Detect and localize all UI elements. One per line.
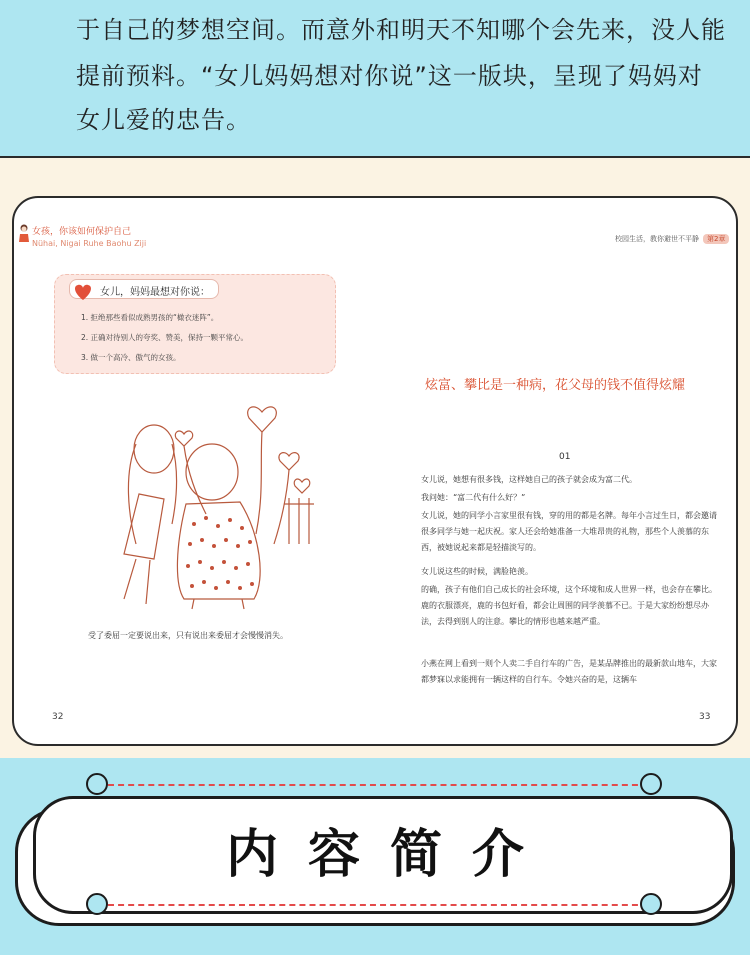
girl-icon [18, 224, 30, 244]
paragraph: 的确，孩子有他们自己成长的社会环境，这个环境和成人世界一样，也会存在攀比。鹿的衣服漂亮，鹿的书包好看，都会让周围的同学羡慕不已。于是大家纷纷想尽办法，去得到别人的注意。攀比的情形也越来越严重。 [421, 585, 717, 626]
decorative-dot [640, 893, 662, 915]
advice-item: 2. 正确对待别人的夸奖、赞美，保持一颗平常心。 [81, 333, 249, 342]
paragraph: 小燕在网上看到一则个人卖二手自行车的广告，是某品牌推出的最新款山地车，大家都梦寐以求能拥有一辆这样的自行车。令她兴奋的是，这辆车 [421, 659, 717, 684]
mom-advice-title-bar [69, 279, 219, 299]
intro-line-2: 提前预料。“女儿妈妈想对你说”这一版块，呈现了妈妈对 [76, 62, 703, 90]
heart-icon [72, 282, 94, 302]
advice-item: 1. 拒绝那些看似成熟男孩的“橄衣迷阵”。 [81, 313, 219, 322]
dashed-divider-bottom [108, 904, 648, 906]
article-title: 炫富、攀比是一种病，花父母的钱不值得炫耀 [425, 378, 686, 393]
book-title-pinyin: Nühai, Nigai Ruhe Baohu Ziji [32, 239, 147, 248]
decorative-dot [640, 773, 662, 795]
mom-advice-list [81, 308, 248, 368]
intro-band [0, 0, 750, 158]
left-page [14, 198, 377, 744]
book-title: 女孩，你该如何保护自己 [32, 227, 132, 237]
mom-advice-box [54, 274, 336, 374]
decorative-dot [86, 893, 108, 915]
chapter-label: 第2章 [703, 234, 729, 244]
paragraph: 女儿说，她的同学小言家里很有钱，穿的用的都是名牌。每年小言过生日，都会邀请很多同学与她一起庆祝。家人还会给她准备一大堆昂贵的礼物，那些个人羡慕的东西，被她说起来都是轻描淡写的。 [421, 511, 717, 552]
advice-item: 3. 做一个高冷、傲气的女孩。 [81, 353, 181, 362]
book-spread-preview [12, 196, 738, 746]
page-number-left: 32 [52, 712, 64, 722]
right-page-header [615, 234, 729, 244]
right-page [377, 198, 738, 744]
mom-advice-title: 女儿，妈妈最想对你说： [100, 287, 210, 298]
left-page-header [32, 226, 146, 250]
section-heading: 内容简介 [225, 825, 554, 885]
dashed-divider-top [108, 784, 648, 786]
intro-line-1: 于自己的梦想空间。而意外和明天不知哪个会先来，没人能 [76, 16, 726, 44]
illustration-caption: 受了委屈一定要说出来，只有说出来委屈才会慢慢消失。 [88, 631, 288, 640]
page-number-right: 33 [699, 712, 711, 722]
section-number: 01 [559, 452, 571, 462]
paragraph: 我问她：“富二代有什么好？” [421, 493, 526, 502]
paragraph: 女儿说这些的时候，满脸艳羡。 [421, 567, 533, 576]
chapter-subtitle: 校园生活，教你避世不平静 [615, 235, 699, 243]
paragraph: 女儿说，她想有很多钱，这样她自己的孩子就会成为富二代。 [421, 475, 637, 484]
decorative-dot [86, 773, 108, 795]
intro-line-3: 女儿爱的忠告。 [76, 106, 251, 134]
mother-daughter-illustration [84, 394, 324, 614]
